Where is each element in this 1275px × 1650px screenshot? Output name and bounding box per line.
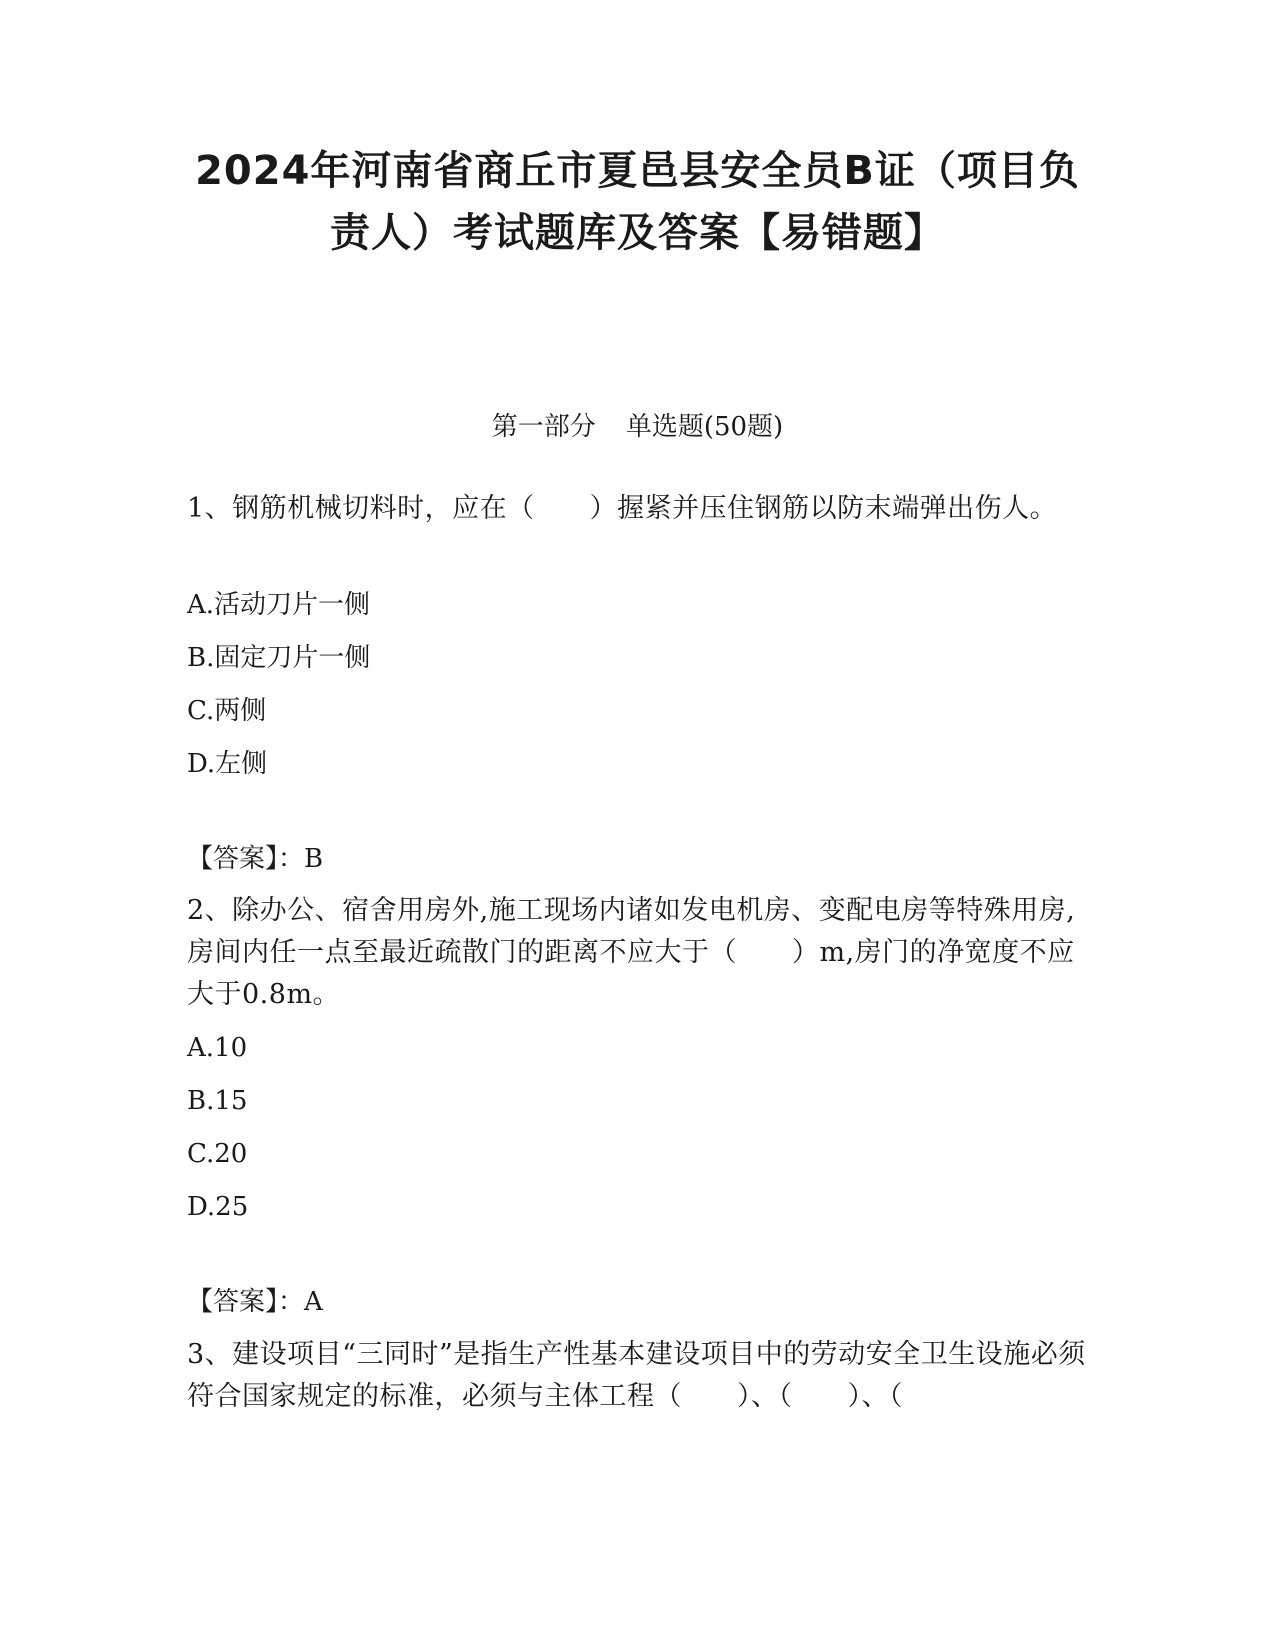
question-3-stem: 3、建设项目“三同时”是指生产性基本建设项目中的劳动安全卫生设施必须符合国家规定的标准，必须与主体工程（ ）、（ ）、（ — [187, 1339, 1086, 1412]
page-title — [160, 140, 1115, 264]
title-line-2: 责人）考试题库及答案【易错题】 — [330, 210, 945, 256]
question-2-option-b: B.15 — [187, 1086, 248, 1116]
question-2-option-a: A.10 — [187, 1033, 248, 1063]
question-1-stem: 1、钢筋机械切料时，应在（ ）握紧并压住钢筋以防末端弹出伤人。 — [187, 493, 1058, 524]
question-2-answer — [187, 1285, 323, 1319]
answer-value: B — [304, 844, 324, 874]
answer-label: 【答案】： — [187, 844, 305, 874]
question-2-option-d: D.25 — [187, 1192, 249, 1222]
question-2-stem: 2、除办公、宿舍用房外,施工现场内诸如发电机房、变配电房等特殊用房,房间内任一点至最近疏散门的距离不应大于（ ）m,房门的净宽度不应大于0.8m。 — [187, 895, 1076, 1010]
title-line-1: 2024年河南省商丘市夏邑县安全员B证（项目负 — [195, 148, 1080, 194]
answer-label: 【答案】： — [187, 1287, 305, 1317]
question-1-answer — [187, 842, 323, 876]
question-2-option-c: C.20 — [187, 1139, 248, 1169]
section-heading — [0, 410, 1275, 444]
answer-value: A — [304, 1287, 323, 1317]
question-1-option-c: C.两侧 — [187, 696, 267, 726]
section-name: 单选题(50题) — [625, 412, 784, 442]
question-1-option-b: B.固定刀片一侧 — [187, 643, 371, 673]
section-part: 第一部分 — [491, 412, 596, 442]
question-1-option-d: D.左侧 — [187, 749, 268, 779]
question-1-option-a: A.活动刀片一侧 — [187, 590, 371, 620]
